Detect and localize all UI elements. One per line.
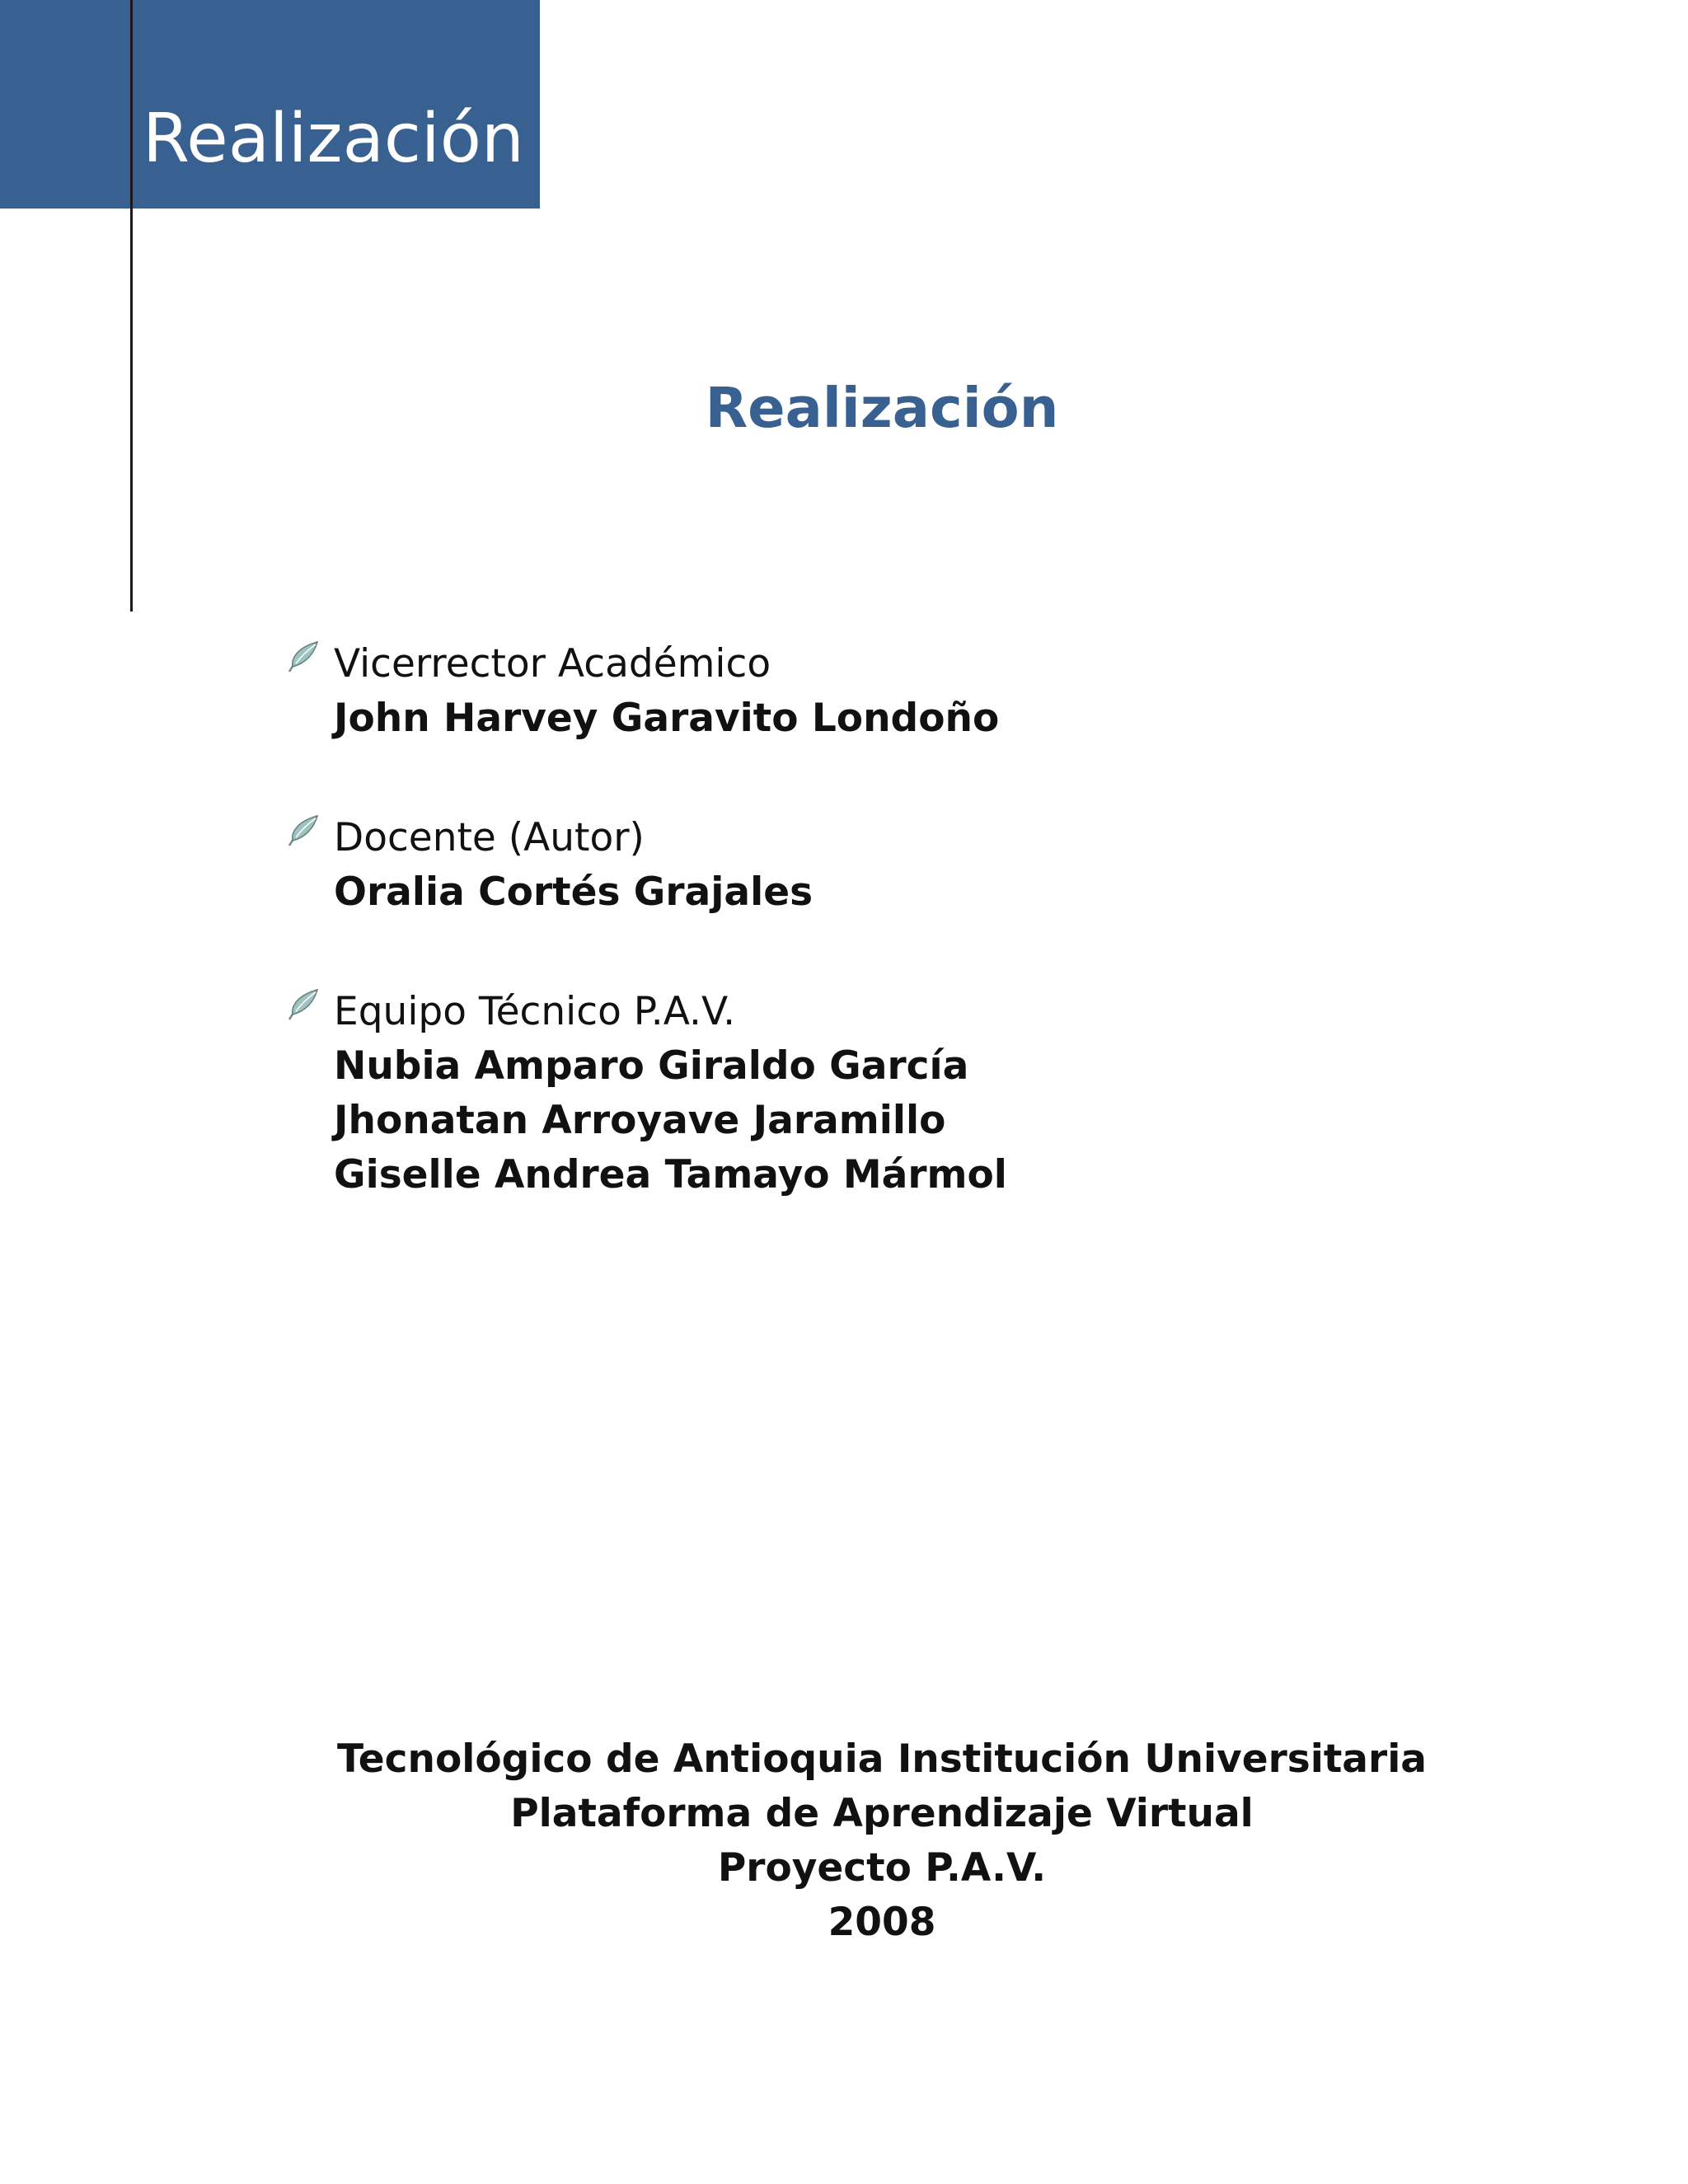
leaf-bullet-icon [284, 987, 321, 1023]
footer-institution: Tecnológico de Antioquia Institución Universitaria [336, 1736, 1428, 1782]
credit-name: John Harvey Garavito Londoño [334, 696, 1000, 741]
header-title: Realización [143, 100, 524, 178]
credit-name: Jhonatan Arroyave Jaramillo [334, 1098, 946, 1143]
credit-role: Docente (Autor) [334, 815, 645, 860]
credit-row [284, 811, 1521, 920]
institution-footer [0, 1732, 1688, 1950]
credit-role: Vicerrector Académico [334, 641, 771, 687]
vertical-rule [130, 0, 133, 612]
credit-group-vicerrector [284, 637, 1521, 746]
leaf-bullet-icon [284, 639, 321, 675]
credit-name: Oralia Cortés Grajales [334, 869, 814, 915]
credit-role: Equipo Técnico P.A.V. [334, 989, 736, 1034]
credit-group-equipo-tecnico [284, 985, 1521, 1202]
footer-project: Proyecto P.A.V. [717, 1845, 1047, 1891]
credit-name: Giselle Andrea Tamayo Mármol [334, 1152, 1007, 1197]
page-title: Realización [705, 376, 1059, 440]
credit-name: Nubia Amparo Giraldo García [334, 1043, 969, 1089]
leaf-bullet-icon [284, 813, 321, 849]
footer-year: 2008 [828, 1900, 936, 1945]
credit-row [284, 985, 1521, 1202]
credit-group-docente [284, 811, 1521, 920]
credit-row [284, 637, 1521, 746]
footer-platform: Plataforma de Aprendizaje Virtual [510, 1791, 1254, 1836]
